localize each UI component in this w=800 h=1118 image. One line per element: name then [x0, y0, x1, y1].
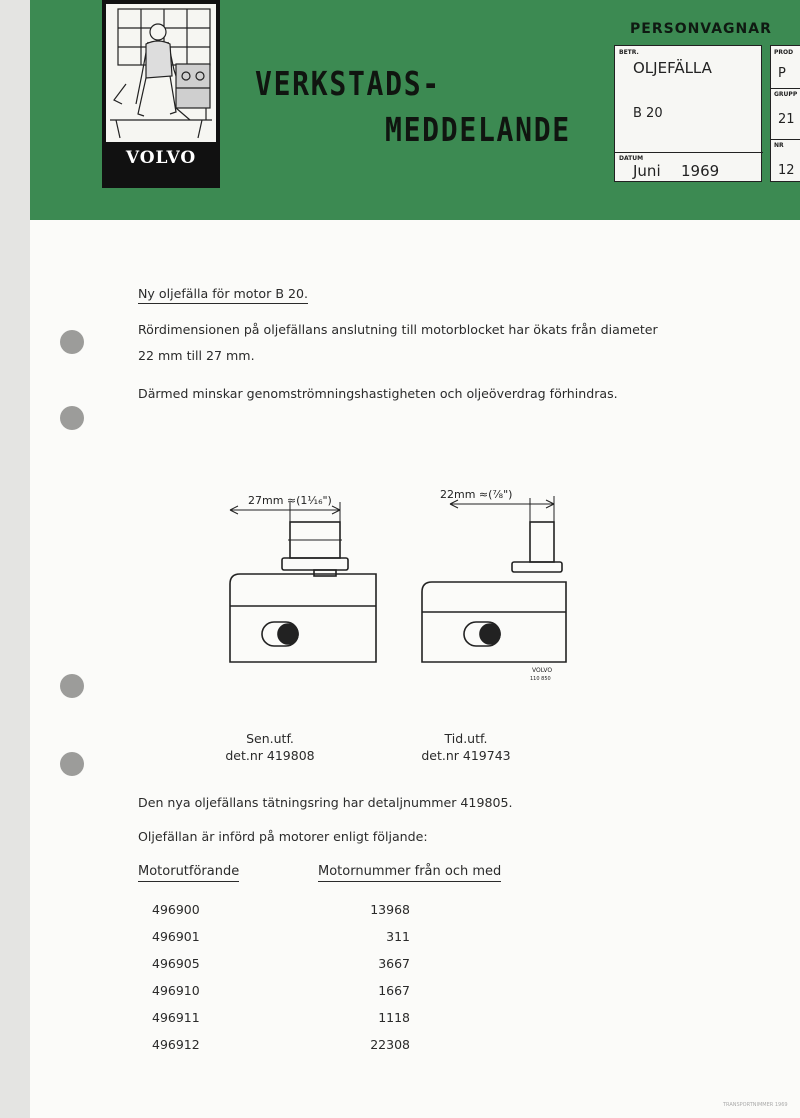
- engine-number-cell: 1118: [378, 1010, 410, 1025]
- engine-number-cell: 1667: [378, 983, 410, 998]
- grupp-value: 21: [778, 112, 795, 127]
- engine-code-cell: 496911: [152, 1010, 200, 1025]
- right-dimension-label: 22mm ≈(⅞"): [440, 488, 513, 501]
- engine-code-cell: 496901: [152, 929, 200, 944]
- punch-hole: [60, 330, 84, 354]
- mechanic-illustration: [106, 4, 216, 142]
- left-dimension-label: 27mm ≈(1¹⁄₁₆"): [248, 494, 332, 507]
- volvo-logo-block: [102, 0, 220, 188]
- subject-box: [614, 45, 762, 182]
- engine-code-cell: 496910: [152, 983, 200, 998]
- title-line-1: VERKSTADS-: [255, 64, 441, 103]
- model-value: B 20: [633, 106, 663, 121]
- grupp-label: GRUPP: [774, 91, 798, 98]
- punch-hole: [60, 406, 84, 430]
- subject-value: OLJEFÄLLA: [633, 59, 712, 77]
- left-caption: [200, 730, 340, 764]
- paragraph-2: Därmed minskar genomströmningshastigheten och oljeöverdrag förhindras.: [138, 386, 618, 401]
- category-label: PERSONVAGNAR: [630, 21, 772, 37]
- engine-code-cell: 496900: [152, 902, 200, 917]
- paragraph-1-line-1: Rördimensionen på oljefällans anslutning till motorblocket har ökats från diameter: [138, 322, 658, 337]
- prod-label: PROD: [774, 49, 794, 56]
- right-caption-line-2: det.nr 419743: [421, 748, 511, 763]
- print-mark: TRANSPORTNIMMER 1969: [723, 1102, 788, 1108]
- paragraph-1-line-2: 22 mm till 27 mm.: [138, 348, 255, 363]
- left-caption-line-1: Sen.utf.: [246, 731, 294, 746]
- document-page: [30, 0, 800, 1118]
- right-caption-line-1: Tid.utf.: [444, 731, 488, 746]
- volvo-wordmark: VOLVO: [125, 148, 197, 168]
- punch-hole: [60, 752, 84, 776]
- engine-number-cell: 13968: [370, 902, 410, 917]
- datum-label: DATUM: [619, 155, 644, 162]
- header-band: [30, 0, 800, 220]
- oil-trap-diagram: [190, 482, 590, 706]
- engine-code-cell: 496905: [152, 956, 200, 971]
- betr-label: BETR.: [619, 49, 639, 56]
- punch-hole: [60, 674, 84, 698]
- code-divider-1: [771, 88, 800, 89]
- figure-stamp-number: 110 850: [530, 676, 551, 682]
- box-divider: [615, 152, 763, 153]
- code-divider-2: [771, 139, 800, 140]
- engine-number-cell: 311: [386, 929, 410, 944]
- table-header-number: Motornummer från och med: [318, 864, 501, 882]
- paragraph-4: Oljefällan är införd på motorer enligt följande:: [138, 829, 428, 844]
- table-header-engine: Motorutförande: [138, 864, 239, 882]
- paragraph-3: Den nya oljefällans tätningsring har detaljnummer 419805.: [138, 795, 513, 810]
- document-heading: Ny oljefälla för motor B 20.: [138, 286, 308, 304]
- date-year: 1969: [681, 162, 720, 180]
- prod-value: P: [778, 66, 786, 81]
- code-box: [770, 45, 800, 182]
- nr-label: NR: [774, 142, 784, 149]
- engine-number-cell: 3667: [378, 956, 410, 971]
- figure-stamp-brand: VOLVO: [532, 667, 553, 674]
- engine-number-cell: 22308: [370, 1037, 410, 1052]
- right-caption: [396, 730, 536, 764]
- nr-value: 12: [778, 163, 795, 178]
- date-month: Juni: [633, 162, 661, 180]
- left-caption-line-2: det.nr 419808: [225, 748, 315, 763]
- engine-code-cell: 496912: [152, 1037, 200, 1052]
- title-line-2: MEDDELANDE: [385, 110, 571, 149]
